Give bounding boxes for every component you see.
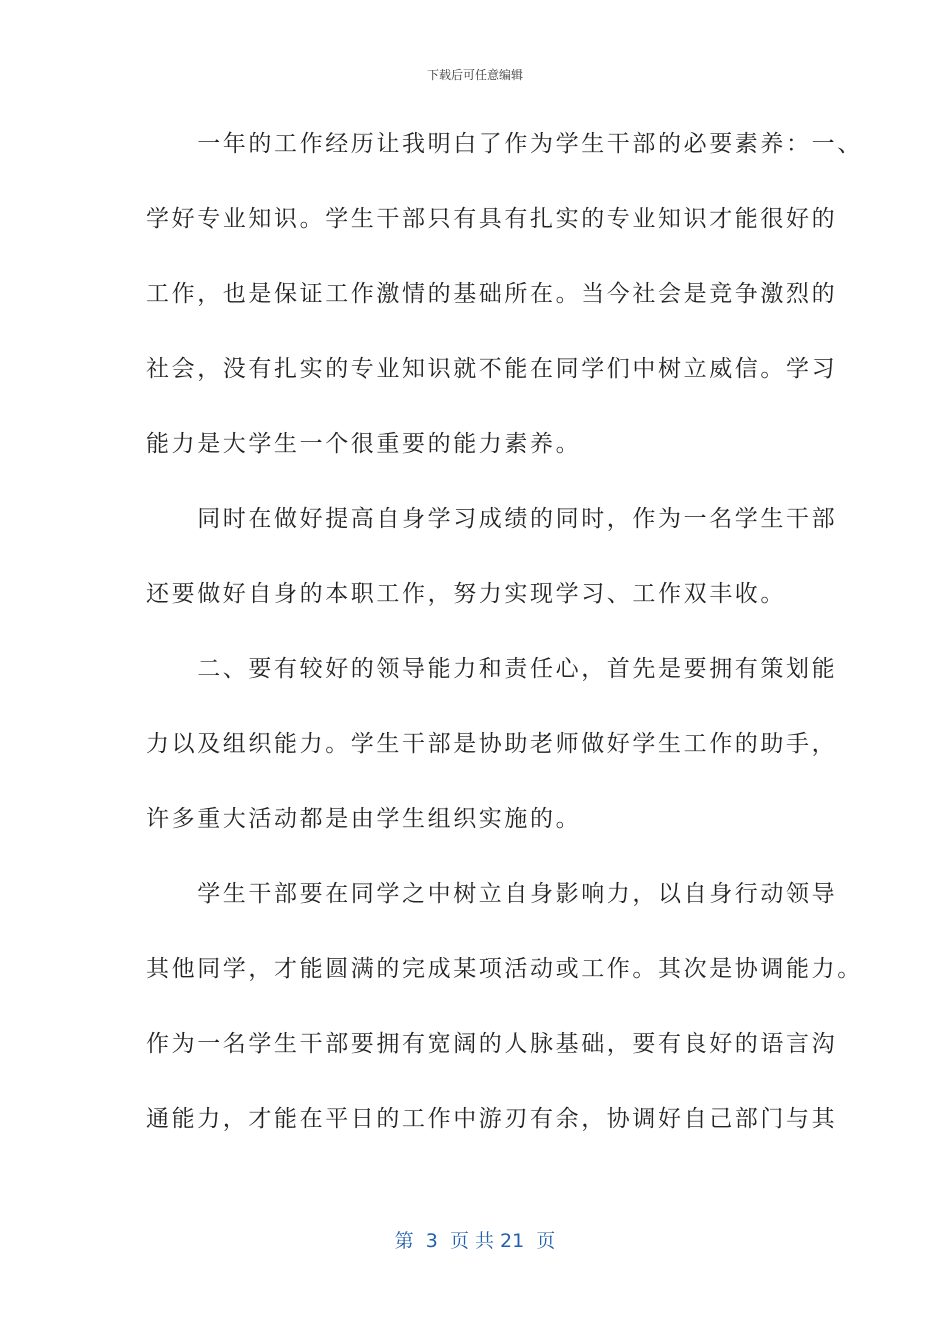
- total-pages-number: 21: [500, 1230, 525, 1252]
- paragraph-line: 其他同学，才能圆满的完成某项活动或工作。其次是协调能力。: [146, 956, 863, 982]
- paragraph-line: 同时在做好提高自身学习成绩的同时，作为一名学生干部: [146, 506, 838, 532]
- paragraph-line: 工作，也是保证工作激情的基础所在。当今社会是竞争激烈的: [146, 281, 838, 307]
- current-page-number: 3: [425, 1230, 438, 1252]
- footer-middle: 页 共: [437, 1230, 501, 1252]
- paragraph-line: 学好专业知识。学生干部只有具有扎实的专业知识才能很好的: [146, 206, 838, 232]
- paragraph-line: 力以及组织能力。学生干部是协助老师做好学生工作的助手，: [146, 731, 838, 757]
- paragraph-line: 二、要有较好的领导能力和责任心，首先是要拥有策划能: [146, 656, 838, 682]
- paragraph-line: 社会，没有扎实的专业知识就不能在同学们中树立威信。学习: [146, 356, 838, 382]
- paragraph-line: 能力是大学生一个很重要的能力素养。: [146, 431, 582, 457]
- paragraph-line: 许多重大活动都是由学生组织实施的。: [146, 806, 582, 832]
- paragraph-line: 还要做好自身的本职工作，努力实现学习、工作双丰收。: [146, 581, 786, 607]
- document-body: [146, 126, 863, 1176]
- paragraph-line: 作为一名学生干部要拥有宽阔的人脉基础，要有良好的语言沟: [146, 1031, 838, 1057]
- paragraph-line: 学生干部要在同学之中树立自身影响力，以自身行动领导: [146, 881, 838, 907]
- paragraph-line: 通能力，才能在平日的工作中游刃有余，协调好自己部门与其: [146, 1106, 838, 1132]
- page-number-footer: [0, 1226, 950, 1253]
- page-header: 下载后可任意编辑: [426, 68, 523, 82]
- footer-prefix: 第: [394, 1230, 426, 1252]
- paragraph-line: 一年的工作经历让我明白了作为学生干部的必要素养：一、: [146, 131, 863, 157]
- footer-suffix: 页: [524, 1230, 556, 1252]
